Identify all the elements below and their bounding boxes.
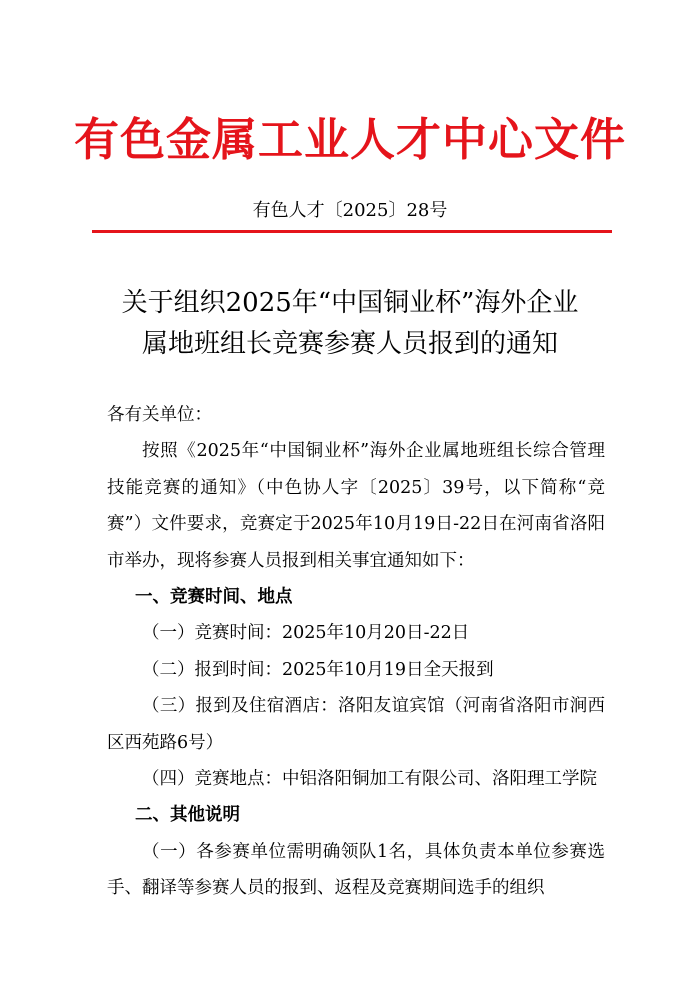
masthead-title: 有色金属工业人才中心文件 bbox=[73, 113, 626, 166]
notice-title bbox=[60, 283, 640, 365]
salutation: 各有关单位： bbox=[107, 405, 212, 425]
list-item: （一）竞赛时间：2025年10月20日-22日 bbox=[142, 623, 470, 644]
document-number: 有色人才〔2025〕28号 bbox=[252, 200, 448, 221]
intro-paragraph: 按照《2025年“中国铜业杯”海外企业属地班组长综合管理技能竞赛的通知》（中色协人字〔2025〕39号，以下简称“竞赛”）文件要求，竞赛定于2025年10月19日-22日在河南省洛阳市举办，现将参赛人员报到相关事宜通知如下： bbox=[107, 441, 605, 571]
list-item: （三）报到及住宿酒店：洛阳友谊宾馆（河南省洛阳市涧西区西苑路6号） bbox=[107, 696, 605, 753]
red-divider-line bbox=[92, 230, 612, 233]
notice-body bbox=[107, 397, 605, 907]
section-heading-1: 一、竞赛时间、地点 bbox=[135, 587, 293, 608]
section-heading-2: 二、其他说明 bbox=[135, 805, 240, 826]
notice-title-line-2: 属地班组长竞赛参赛人员报到的通知 bbox=[141, 329, 558, 359]
list-item: （二）报到时间：2025年10月19日全天报到 bbox=[142, 659, 494, 680]
notice-title-line-1: 关于组织2025年“中国铜业杯”海外企业 bbox=[121, 288, 579, 318]
list-item: （一）各参赛单位需明确领队1名，具体负责本单位参赛选手、翻译等参赛人员的报到、返程及竞赛期间选手的组织 bbox=[107, 841, 605, 899]
list-item: （四）竞赛地点：中铝洛阳铜加工有限公司、洛阳理工学院 bbox=[142, 769, 597, 790]
